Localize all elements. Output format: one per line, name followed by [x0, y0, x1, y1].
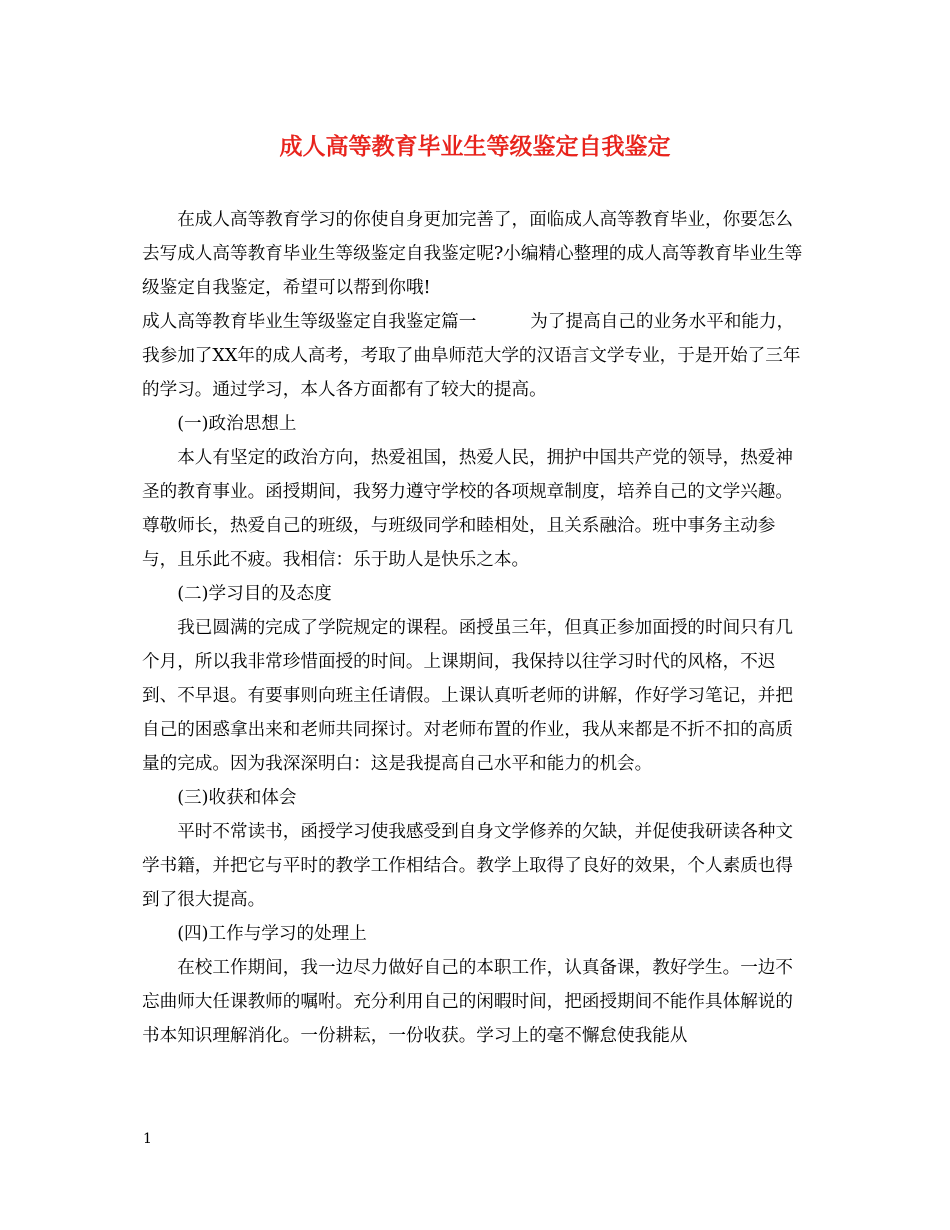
section-intro-rest: 我参加了XX年的成人高考，考取了曲阜师范大学的汉语言文学专业，于是开始了三年的学习。通过学习，本人各方面都有了较大的提高。 — [142, 346, 801, 400]
section-label: 成人高等教育毕业生等级鉴定自我鉴定篇一 — [142, 312, 477, 332]
paragraph-work-study: 在校工作期间，我一边尽力做好自己的本职工作，认真备课，教好学生。一边不忘曲师大任课教师的嘱咐。充分利用自己的闲暇时间，把函授期间不能作具体解说的书本知识理解消化。一份耕耘，一份收获。学习上的毫不懈怠使我能从 — [142, 958, 793, 1046]
heading-work-study: (四)工作与学习的处理上 — [177, 924, 367, 944]
section-intro-lead: 为了提高自己的业务水平和能力， — [530, 312, 795, 332]
document-title: 成人高等教育毕业生等级鉴定自我鉴定 — [279, 134, 671, 160]
section-paragraph — [142, 305, 807, 407]
heading-political: (一)政治思想上 — [177, 414, 297, 434]
document-body — [142, 203, 807, 1053]
heading-gains: (三)收获和体会 — [177, 788, 297, 808]
intro-paragraph: 在成人高等教育学习的你使自身更加完善了，面临成人高等教育毕业，你要怎么去写成人高等教育毕业生等级鉴定自我鉴定呢?小编精心整理的成人高等教育毕业生等级鉴定自我鉴定，希望可以帮到你哦! — [142, 210, 803, 298]
heading-study-attitude: (二)学习目的及态度 — [177, 584, 332, 604]
paragraph-study-attitude: 我已圆满的完成了学院规定的课程。函授虽三年，但真正参加面授的时间只有几个月，所以我非常珍惜面授的时间。上课期间，我保持以往学习时代的风格，不迟到、不早退。有要事则向班主任请假。上课认真听老师的讲解，作好学习笔记，并把自己的困惑拿出来和老师共同探讨。对老师布置的作业，我从来都是不折不扣的高质量的完成。因为我深深明白：这是我提高自己水平和能力的机会。 — [142, 618, 793, 774]
page-number: 1 — [143, 1131, 152, 1147]
paragraph-political: 本人有坚定的政治方向，热爱祖国，热爱人民，拥护中国共产党的领导，热爱神圣的教育事业。函授期间，我努力遵守学校的各项规章制度，培养自己的文学兴趣。尊敬师长，热爱自己的班级，与班级同学和睦相处，且关系融洽。班中事务主动参与，且乐此不疲。我相信：乐于助人是快乐之本。 — [142, 448, 793, 570]
paragraph-gains: 平时不常读书，函授学习使我感受到自身文学修养的欠缺，并促使我研读各种文学书籍，并把它与平时的教学工作相结合。教学上取得了良好的效果，个人素质也得到了很大提高。 — [142, 822, 793, 910]
